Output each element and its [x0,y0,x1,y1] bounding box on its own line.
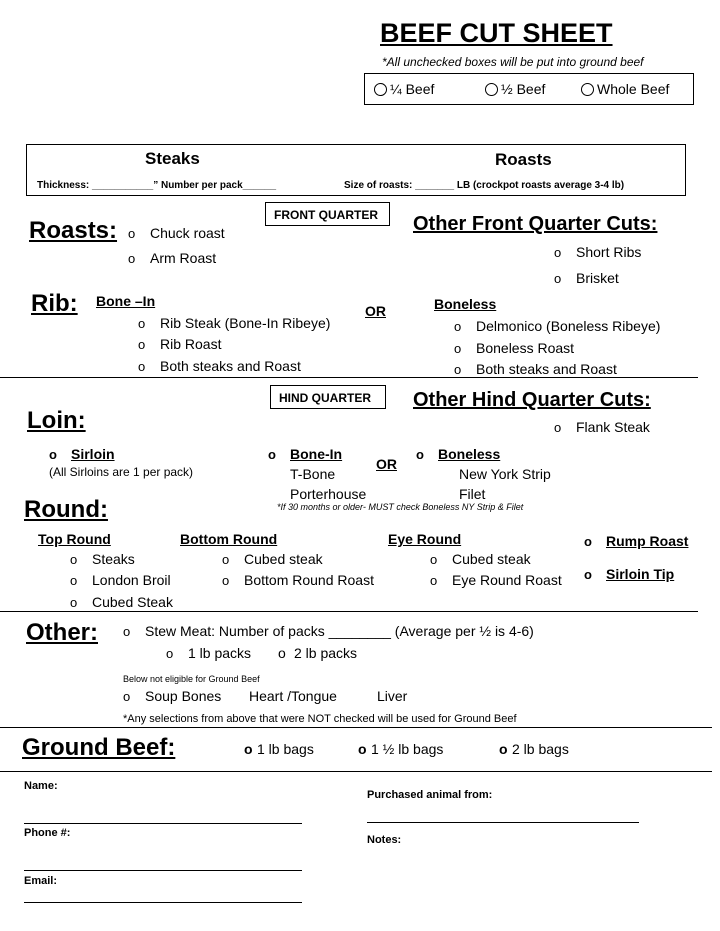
chuck-roast-option[interactable]: o Chuck roast [128,225,225,241]
ny-strip-label: New York Strip [459,466,551,482]
ground-beef-heading: Ground Beef: [22,734,176,761]
bottom-round-label: Bottom Round [180,531,278,547]
thickness-field[interactable]: Thickness: ___________” Number per pack______ [37,180,277,191]
name-field[interactable] [24,823,302,824]
other-hind-heading: Other Hind Quarter Cuts: [413,389,651,411]
delmonico-option[interactable]: o Delmonico (Boneless Ribeye) [454,318,660,334]
rump-roast-option[interactable]: o Rump Roast [584,533,688,549]
other-front-heading: Other Front Quarter Cuts: [413,213,658,235]
boneless-roast-option[interactable]: o Boneless Roast [454,340,574,356]
boneless-both-option[interactable]: o Both steaks and Roast [454,361,617,377]
rib-steak-option[interactable]: o Rib Steak (Bone-In Ribeye) [138,315,330,331]
ground-2lb-option[interactable]: o 2 lb bags [499,741,569,757]
radio-icon[interactable] [581,83,594,96]
not-eligible-note: Below not eligible for Ground Beef [123,674,260,684]
bottom-round-cubed-option[interactable]: o Cubed steak [222,551,323,567]
rib-or-label: OR [365,303,386,319]
page-title: BEEF CUT SHEET [380,18,613,48]
ground-beef-selection-note: *Any selections from above that were NOT checked will be used for Ground Beef [123,713,517,725]
arm-roast-option[interactable]: o Arm Roast [128,250,216,266]
top-round-steaks-option[interactable]: o Steaks [70,551,135,567]
round-heading: Round: [24,496,108,523]
rib-bone-in-label: Bone –In [96,293,156,309]
email-label: Email: [24,875,58,887]
top-round-cubed-option[interactable]: o Cubed Steak [70,594,173,610]
phone-field[interactable] [24,870,302,871]
loin-boneless-option[interactable]: o Boneless [416,446,500,462]
name-label: Name: [24,780,58,792]
soup-bones-option[interactable]: o Soup Bones [123,688,221,704]
loin-age-note: *If 30 months or older- MUST check Boneless NY Strip & Filet [277,502,524,512]
phone-label: Phone #: [24,827,71,839]
sirloin-note: (All Sirloins are 1 per pack) [49,465,194,479]
one-lb-packs-option[interactable]: o 1 lb packs [166,645,251,661]
steaks-heading: Steaks [145,149,200,168]
email-field[interactable] [24,902,302,903]
loin-heading: Loin: [27,407,86,434]
top-round-label: Top Round [38,531,111,547]
purchased-from-label: Purchased animal from: [367,789,493,801]
divider [0,611,698,612]
roasts-heading: Roasts: [29,217,118,244]
size-of-roasts-field[interactable]: Size of roasts: _______ LB (crockpot roasts average 3-4 lb) [344,180,625,191]
rib-heading: Rib: [31,290,78,317]
flank-steak-option[interactable]: o Flank Steak [554,419,650,435]
radio-icon[interactable] [374,83,387,96]
loin-bone-in-option[interactable]: o Bone-In [268,446,342,462]
purchased-from-field[interactable] [367,822,639,823]
option-half-beef[interactable]: ½ Beef [485,81,545,97]
divider [0,771,712,772]
sirloin-tip-option[interactable]: o Sirloin Tip [584,566,674,582]
eye-round-roast-option[interactable]: o Eye Round Roast [430,572,562,588]
loin-or-label: OR [376,456,397,472]
sirloin-option[interactable]: o Sirloin [49,446,115,462]
porterhouse-label: Porterhouse [290,486,367,502]
short-ribs-option[interactable]: o Short Ribs [554,244,641,260]
ground-1-5lb-option[interactable]: o 1 ½ lb bags [358,741,444,757]
option-quarter-beef[interactable]: ¼ Beef [374,81,434,97]
notes-label: Notes: [367,834,402,846]
brisket-option[interactable]: o Brisket [554,270,619,286]
london-broil-option[interactable]: o London Broil [70,572,171,588]
heart-tongue-label[interactable]: Heart /Tongue [249,688,337,704]
rib-both-option[interactable]: o Both steaks and Roast [138,358,301,374]
t-bone-label: T-Bone [290,466,336,482]
rib-boneless-label: Boneless [434,296,497,312]
option-whole-beef[interactable]: Whole Beef [581,81,669,97]
ground-1lb-option[interactable]: o 1 lb bags [244,741,314,757]
roasts-box-heading: Roasts [495,150,552,169]
front-quarter-label: FRONT QUARTER [274,208,378,222]
bottom-round-roast-option[interactable]: o Bottom Round Roast [222,572,374,588]
other-heading: Other: [26,619,98,646]
eye-round-cubed-option[interactable]: o Cubed steak [430,551,531,567]
stew-meat-option[interactable]: o Stew Meat: Number of packs ________ (Average per ½ is 4-6) [123,623,534,639]
hind-quarter-label: HIND QUARTER [279,391,371,405]
rib-roast-option[interactable]: o Rib Roast [138,336,221,352]
two-lb-packs-option[interactable]: o 2 lb packs [278,645,358,661]
eye-round-label: Eye Round [388,531,462,547]
divider [0,727,712,728]
radio-icon[interactable] [485,83,498,96]
liver-label[interactable]: Liver [377,688,408,704]
divider [0,377,698,378]
unchecked-note: *All unchecked boxes will be put into ground beef [382,55,644,69]
filet-label: Filet [459,486,486,502]
